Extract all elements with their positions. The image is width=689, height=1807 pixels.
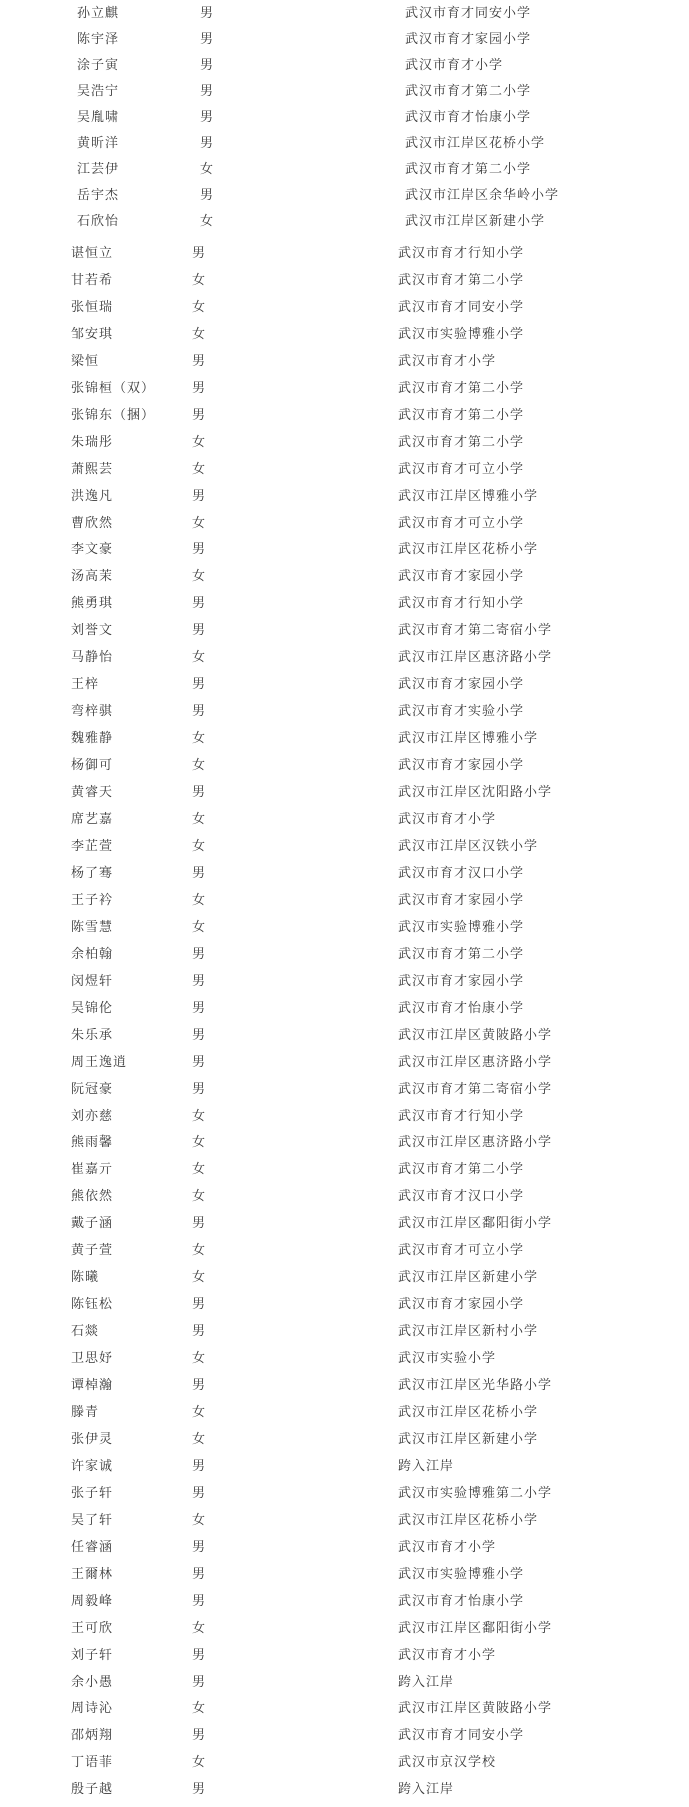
student-name: 王子衿	[71, 892, 114, 908]
student-name: 余柏翰	[71, 946, 114, 962]
student-name: 萧熙芸	[71, 461, 114, 477]
student-gender: 男	[200, 188, 215, 203]
student-school: 武汉市江岸区鄱阳街小学	[398, 1216, 553, 1232]
student-gender: 男	[192, 488, 207, 504]
student-gender: 女	[192, 812, 207, 828]
student-name: 张子轩	[71, 1485, 114, 1501]
student-gender: 男	[192, 1485, 207, 1501]
student-school: 跨入江岸	[398, 1458, 455, 1474]
student-row	[0, 617, 689, 644]
student-name: 许家诚	[71, 1458, 114, 1474]
student-name: 刘誉文	[71, 623, 114, 639]
student-name: 汤高茉	[71, 569, 114, 585]
student-gender: 女	[192, 1512, 207, 1528]
student-gender: 男	[192, 946, 207, 962]
student-row	[0, 1264, 689, 1291]
student-row	[0, 183, 689, 209]
student-name: 黄昕洋	[77, 136, 120, 151]
student-row	[0, 1534, 689, 1561]
student-gender: 女	[192, 1243, 207, 1259]
student-school: 武汉市育才行知小学	[398, 596, 525, 612]
student-row	[0, 209, 689, 235]
student-name: 石欣怡	[77, 214, 120, 229]
student-row	[0, 27, 689, 53]
student-row	[0, 53, 689, 79]
student-name: 石燚	[71, 1324, 100, 1340]
student-row	[0, 833, 689, 860]
student-gender: 女	[200, 162, 215, 177]
student-gender: 男	[200, 136, 215, 151]
student-row	[0, 887, 689, 914]
student-school: 武汉市江岸区汉铁小学	[398, 838, 539, 854]
student-name: 张伊灵	[71, 1431, 114, 1447]
student-gender: 女	[192, 1162, 207, 1178]
student-row	[0, 1561, 689, 1588]
student-school: 武汉市育才家园小学	[398, 1297, 525, 1313]
student-row	[0, 402, 689, 429]
student-school: 武汉市江岸区新建小学	[405, 214, 546, 229]
student-row	[0, 1749, 689, 1776]
student-gender: 女	[192, 272, 207, 288]
student-gender: 男	[200, 32, 215, 47]
student-school: 武汉市江岸区花桥小学	[405, 136, 546, 151]
student-row	[0, 375, 689, 402]
student-gender: 男	[192, 1000, 207, 1016]
student-name: 熊雨馨	[71, 1135, 114, 1151]
student-gender: 女	[192, 1270, 207, 1286]
student-gender: 女	[192, 650, 207, 666]
student-row	[0, 725, 689, 752]
student-gender: 男	[192, 1566, 207, 1582]
student-row	[0, 294, 689, 321]
student-row	[0, 1399, 689, 1426]
student-row	[0, 1156, 689, 1183]
student-gender: 女	[192, 326, 207, 342]
student-name: 马静怡	[71, 650, 114, 666]
student-school: 武汉市育才家园小学	[398, 569, 525, 585]
student-row	[0, 671, 689, 698]
student-row	[0, 1695, 689, 1722]
student-gender: 女	[192, 434, 207, 450]
student-school: 武汉市京汉学校	[398, 1755, 497, 1771]
student-gender: 男	[192, 865, 207, 881]
student-school: 武汉市育才第二小学	[398, 380, 525, 396]
student-school: 武汉市育才第二小学	[405, 162, 532, 177]
student-school: 武汉市江岸区鄱阳街小学	[398, 1620, 553, 1636]
student-name: 刘子轩	[71, 1647, 114, 1663]
student-school: 武汉市育才第二小学	[405, 84, 532, 99]
student-gender: 女	[192, 892, 207, 908]
student-gender: 女	[192, 1755, 207, 1771]
student-gender: 男	[192, 1593, 207, 1609]
student-row	[0, 1453, 689, 1480]
student-row	[0, 1669, 689, 1696]
student-gender: 女	[192, 515, 207, 531]
student-name: 杨御可	[71, 758, 114, 774]
student-row	[0, 779, 689, 806]
student-row	[0, 1615, 689, 1642]
student-row	[0, 1076, 689, 1103]
student-gender: 男	[192, 677, 207, 693]
student-school: 武汉市育才汉口小学	[398, 865, 525, 881]
student-row	[0, 1022, 689, 1049]
student-name: 张锦东（捆）	[71, 407, 156, 423]
student-school: 武汉市江岸区惠济路小学	[398, 650, 553, 666]
student-gender: 女	[192, 569, 207, 585]
student-name: 周王逸逍	[71, 1054, 128, 1070]
student-name: 杨了骞	[71, 865, 114, 881]
student-school: 武汉市育才可立小学	[398, 461, 525, 477]
student-gender: 男	[192, 353, 207, 369]
student-school: 武汉市实验博雅小学	[398, 1566, 525, 1582]
student-school: 武汉市育才怡康小学	[405, 110, 532, 125]
student-name: 甘若希	[71, 272, 114, 288]
student-school: 武汉市育才怡康小学	[398, 1000, 525, 1016]
student-school: 武汉市育才实验小学	[398, 704, 525, 720]
student-gender: 男	[192, 1297, 207, 1313]
student-school: 武汉市江岸区黄陂路小学	[398, 1701, 553, 1717]
student-name: 谌恒立	[71, 246, 114, 261]
student-school: 武汉市江岸区新建小学	[398, 1431, 539, 1447]
student-name: 邹安琪	[71, 326, 114, 342]
student-row	[0, 1722, 689, 1749]
student-school: 武汉市育才小学	[398, 353, 497, 369]
student-gender: 男	[192, 380, 207, 396]
student-name: 王可欣	[71, 1620, 114, 1636]
student-name: 朱乐承	[71, 1027, 114, 1043]
student-gender: 男	[200, 110, 215, 125]
student-row	[0, 806, 689, 833]
student-school: 武汉市育才同安小学	[398, 1728, 525, 1744]
student-row	[0, 157, 689, 183]
student-school: 武汉市育才汉口小学	[398, 1189, 525, 1205]
student-row	[0, 456, 689, 483]
student-gender: 男	[192, 1458, 207, 1474]
student-row	[0, 79, 689, 105]
student-gender: 男	[200, 84, 215, 99]
student-name: 崔嘉亓	[71, 1162, 114, 1178]
student-school: 武汉市育才小学	[398, 1539, 497, 1555]
student-gender: 女	[192, 1701, 207, 1717]
student-name: 陈钰松	[71, 1297, 114, 1313]
student-name: 弯梓骐	[71, 704, 114, 720]
student-gender: 男	[192, 407, 207, 423]
student-row	[0, 1776, 689, 1803]
student-name: 李芷萱	[71, 838, 114, 854]
student-school: 武汉市育才同安小学	[398, 299, 525, 315]
student-school: 武汉市育才小学	[398, 812, 497, 828]
student-row	[0, 1237, 689, 1264]
student-school: 武汉市育才家园小学	[398, 892, 525, 908]
student-row	[0, 590, 689, 617]
student-name: 陈宇泽	[77, 32, 120, 47]
student-school: 武汉市实验博雅小学	[398, 919, 525, 935]
student-gender: 男	[192, 1782, 207, 1798]
student-row	[0, 941, 689, 968]
student-school: 武汉市育才小学	[405, 58, 504, 73]
student-row	[0, 1372, 689, 1399]
student-school: 武汉市江岸区花桥小学	[398, 1512, 539, 1528]
student-gender: 女	[192, 1189, 207, 1205]
student-row	[0, 1642, 689, 1669]
student-row	[0, 1291, 689, 1318]
student-name: 洪逸凡	[71, 488, 114, 504]
student-school: 武汉市育才家园小学	[398, 677, 525, 693]
student-gender: 男	[192, 704, 207, 720]
student-gender: 女	[192, 1431, 207, 1447]
student-school: 武汉市江岸区新村小学	[398, 1324, 539, 1340]
student-row	[0, 644, 689, 671]
student-gender: 女	[192, 731, 207, 747]
student-row	[0, 510, 689, 537]
student-row	[0, 483, 689, 510]
student-school: 武汉市江岸区花桥小学	[398, 1404, 539, 1420]
student-school: 武汉市育才第二小学	[398, 1162, 525, 1178]
student-name: 卫思妤	[71, 1351, 114, 1367]
student-row	[0, 1183, 689, 1210]
student-row	[0, 1507, 689, 1534]
student-row	[0, 348, 689, 375]
student-school: 武汉市江岸区惠济路小学	[398, 1054, 553, 1070]
student-row	[0, 1049, 689, 1076]
student-school: 武汉市实验博雅小学	[398, 326, 525, 342]
student-school: 武汉市育才第二小学	[398, 434, 525, 450]
student-row	[0, 968, 689, 995]
student-school: 武汉市江岸区新建小学	[398, 1270, 539, 1286]
student-school: 武汉市育才家园小学	[398, 973, 525, 989]
student-name: 张恒瑞	[71, 299, 114, 315]
student-gender: 男	[192, 1216, 207, 1232]
student-row	[0, 1480, 689, 1507]
student-row	[0, 1426, 689, 1453]
student-school: 武汉市育才家园小学	[405, 32, 532, 47]
student-school: 武汉市育才行知小学	[398, 1108, 525, 1124]
student-row	[0, 1103, 689, 1130]
student-name: 江芸伊	[77, 162, 120, 177]
student-name: 戴子涵	[71, 1216, 114, 1232]
student-name: 熊依然	[71, 1189, 114, 1205]
student-name: 陈曦	[71, 1270, 100, 1286]
student-row	[0, 321, 689, 348]
student-row	[0, 1, 689, 27]
student-name: 黄睿天	[71, 785, 114, 801]
student-school: 武汉市育才第二小学	[398, 272, 525, 288]
student-school: 跨入江岸	[398, 1782, 455, 1798]
student-gender: 男	[192, 623, 207, 639]
student-gender: 男	[192, 1728, 207, 1744]
student-row	[0, 240, 689, 267]
student-gender: 女	[200, 214, 215, 229]
student-school: 武汉市江岸区博雅小学	[398, 731, 539, 747]
student-gender: 男	[192, 1674, 207, 1690]
student-name: 涂子寅	[77, 58, 120, 73]
student-gender: 女	[192, 919, 207, 935]
student-gender: 女	[192, 1620, 207, 1636]
student-name: 陈雪慧	[71, 919, 114, 935]
student-school: 武汉市实验小学	[398, 1351, 497, 1367]
student-name: 谭棹瀚	[71, 1378, 114, 1394]
student-name: 曹欣然	[71, 515, 114, 531]
student-row	[0, 429, 689, 456]
student-school: 武汉市育才第二小学	[398, 946, 525, 962]
student-row	[0, 752, 689, 779]
student-name: 吴胤啸	[77, 110, 120, 125]
student-school: 武汉市江岸区沈阳路小学	[398, 785, 553, 801]
student-name: 刘亦慈	[71, 1108, 114, 1124]
student-school: 武汉市江岸区博雅小学	[398, 488, 539, 504]
student-name: 魏雅静	[71, 731, 114, 747]
student-name: 周毅峰	[71, 1593, 114, 1609]
student-gender: 男	[192, 1647, 207, 1663]
student-gender: 男	[192, 785, 207, 801]
student-gender: 男	[192, 1081, 207, 1097]
student-school: 武汉市育才小学	[398, 1647, 497, 1663]
student-row	[0, 860, 689, 887]
student-name: 岳宇杰	[77, 188, 120, 203]
student-school: 武汉市江岸区光华路小学	[398, 1378, 553, 1394]
student-school: 武汉市江岸区惠济路小学	[398, 1135, 553, 1151]
student-name: 吴了轩	[71, 1512, 114, 1528]
student-row	[0, 267, 689, 294]
student-name: 熊勇琪	[71, 596, 114, 612]
student-gender: 男	[192, 973, 207, 989]
student-row	[0, 914, 689, 941]
student-gender: 男	[192, 1324, 207, 1340]
student-row	[0, 1318, 689, 1345]
student-gender: 女	[192, 461, 207, 477]
student-name: 阮冠豪	[71, 1081, 114, 1097]
student-gender: 女	[192, 838, 207, 854]
student-row	[0, 131, 689, 157]
student-name: 黄子萱	[71, 1243, 114, 1259]
student-gender: 男	[192, 1539, 207, 1555]
student-row	[0, 563, 689, 590]
student-school: 武汉市实验博雅第二小学	[398, 1485, 553, 1501]
student-school: 武汉市江岸区余华岭小学	[405, 188, 560, 203]
student-name: 李文豪	[71, 542, 114, 558]
student-row	[0, 1129, 689, 1156]
student-school: 跨入江岸	[398, 1674, 455, 1690]
student-row	[0, 698, 689, 725]
student-school: 武汉市江岸区花桥小学	[398, 542, 539, 558]
student-gender: 男	[192, 1027, 207, 1043]
student-name: 王梓	[71, 677, 100, 693]
student-list-part-2	[0, 240, 689, 1803]
student-name: 张锦桓（双）	[71, 380, 156, 396]
student-gender: 男	[192, 246, 207, 261]
student-gender: 男	[192, 1054, 207, 1070]
student-gender: 女	[192, 758, 207, 774]
student-school: 武汉市育才怡康小学	[398, 1593, 525, 1609]
student-name: 余小愚	[71, 1674, 114, 1690]
student-gender: 男	[192, 542, 207, 558]
student-row	[0, 105, 689, 131]
student-row	[0, 1345, 689, 1372]
student-gender: 女	[192, 1135, 207, 1151]
student-name: 任睿涵	[71, 1539, 114, 1555]
student-gender: 男	[200, 58, 215, 73]
student-name: 滕青	[71, 1404, 100, 1420]
student-name: 吴锦伦	[71, 1000, 114, 1016]
student-row	[0, 1210, 689, 1237]
student-school: 武汉市育才第二寄宿小学	[398, 623, 553, 639]
student-name: 吴浩宁	[77, 84, 120, 99]
student-school: 武汉市育才可立小学	[398, 515, 525, 531]
student-school: 武汉市育才家园小学	[398, 758, 525, 774]
student-name: 朱瑞彤	[71, 434, 114, 450]
student-gender: 女	[192, 1404, 207, 1420]
student-school: 武汉市育才第二寄宿小学	[398, 1081, 553, 1097]
student-school: 武汉市育才第二小学	[398, 407, 525, 423]
student-name: 席艺嘉	[71, 812, 114, 828]
student-school: 武汉市育才可立小学	[398, 1243, 525, 1259]
student-gender: 男	[192, 596, 207, 612]
student-row	[0, 536, 689, 563]
student-row	[0, 995, 689, 1022]
student-name: 邵炳翔	[71, 1728, 114, 1744]
student-list-part-1	[0, 1, 689, 235]
student-row	[0, 1588, 689, 1615]
student-gender: 女	[192, 299, 207, 315]
student-gender: 女	[192, 1108, 207, 1124]
student-gender: 男	[192, 1378, 207, 1394]
student-gender: 女	[192, 1351, 207, 1367]
student-name: 梁恒	[71, 353, 100, 369]
student-name: 孙立麒	[77, 6, 120, 21]
student-name: 丁语菲	[71, 1755, 114, 1771]
student-school: 武汉市育才同安小学	[405, 6, 532, 21]
student-name: 闵煜轩	[71, 973, 114, 989]
student-gender: 男	[200, 6, 215, 21]
student-school: 武汉市江岸区黄陂路小学	[398, 1027, 553, 1043]
student-name: 殷子越	[71, 1782, 114, 1798]
student-name: 王爾林	[71, 1566, 114, 1582]
student-school: 武汉市育才行知小学	[398, 246, 525, 261]
student-name: 周诗沁	[71, 1701, 114, 1717]
